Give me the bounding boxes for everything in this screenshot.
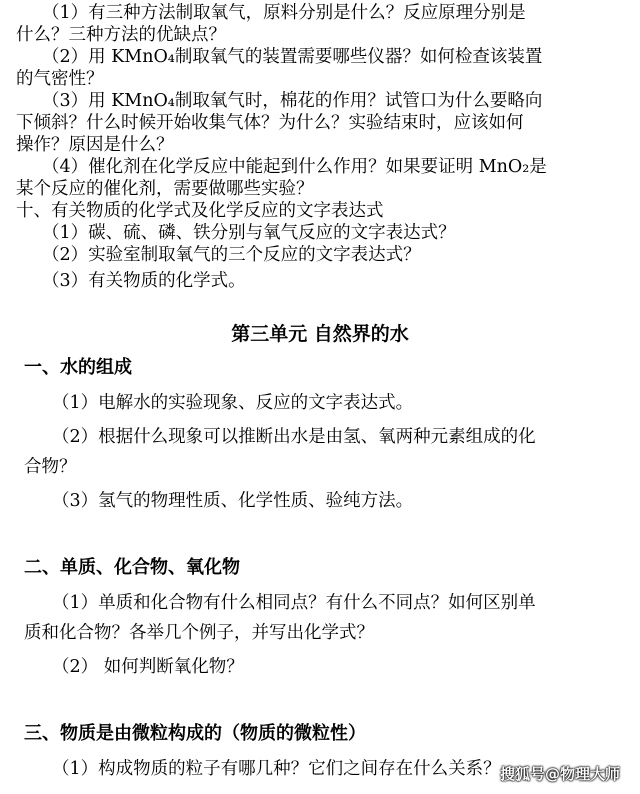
question-1-line-2: 什么？三种方法的优缺点？ <box>16 25 226 45</box>
question-3-line-1: （3）用 KMnO₄制取氧气时，棉花的作用？试管口为什么要略向 <box>42 91 543 111</box>
part-3-item-1: （1）构成物质的粒子有哪几种？它们之间存在什么关系？ <box>52 759 501 779</box>
section-ten-item-3: （3）有关物质的化学式。 <box>42 271 246 291</box>
question-3-line-2: 下倾斜？什么时候开始收集气体？为什么？实验结束时，应该如何 <box>16 113 524 133</box>
section-ten-item-2: （2）实验室制取氧气的三个反应的文字表达式？ <box>42 245 421 265</box>
part-2-item-1-line-1: （1）单质和化合物有什么相同点？有什么不同点？如何区别单 <box>52 593 536 613</box>
part-3-heading: 三、物质是由微粒构成的（物质的微粒性） <box>24 723 366 744</box>
part-1-item-2-line-2: 合物？ <box>24 457 77 477</box>
part-2-item-2: （2） 如何判断氧化物？ <box>52 657 244 677</box>
part-1-heading: 一、水的组成 <box>24 357 132 378</box>
unit-title: 第三单元 自然界的水 <box>231 323 409 345</box>
question-4-line-2: 某个反应的催化剂，需要做哪些实验？ <box>16 179 314 199</box>
question-3-line-3: 操作？原因是什么？ <box>16 135 174 155</box>
question-1-line-1: （1）有三种方法制取氧气，原料分别是什么？反应原理分别是 <box>42 3 526 23</box>
part-1-item-3: （3）氢气的物理性质、化学性质、验纯方法。 <box>52 491 414 511</box>
section-ten-item-1: （1）碳、硫、磷、铁分别与氧气反应的文字表达式？ <box>42 223 456 243</box>
part-1-item-1: （1）电解水的实验现象、反应的文字表达式。 <box>52 393 414 413</box>
question-2-line-2: 的气密性？ <box>16 69 104 89</box>
part-2-heading: 二、单质、化合物、氧化物 <box>24 557 240 578</box>
part-2-item-1-line-2: 质和化合物？各举几个例子，并写出化学式？ <box>24 623 374 643</box>
question-2-line-1: （2）用 KMnO₄制取氧气的装置需要哪些仪器？如何检查该装置 <box>42 47 543 67</box>
part-1-item-2-line-1: （2）根据什么现象可以推断出水是由氢、氧两种元素组成的化 <box>52 427 536 447</box>
section-ten-heading: 十、有关物质的化学式及化学反应的文字表达式 <box>16 201 384 221</box>
watermark-text: 搜狐号@物理大师 <box>500 765 621 783</box>
question-4-line-1: （4）催化剂在化学反应中能起到什么作用？如果要证明 MnO₂是 <box>42 157 547 177</box>
